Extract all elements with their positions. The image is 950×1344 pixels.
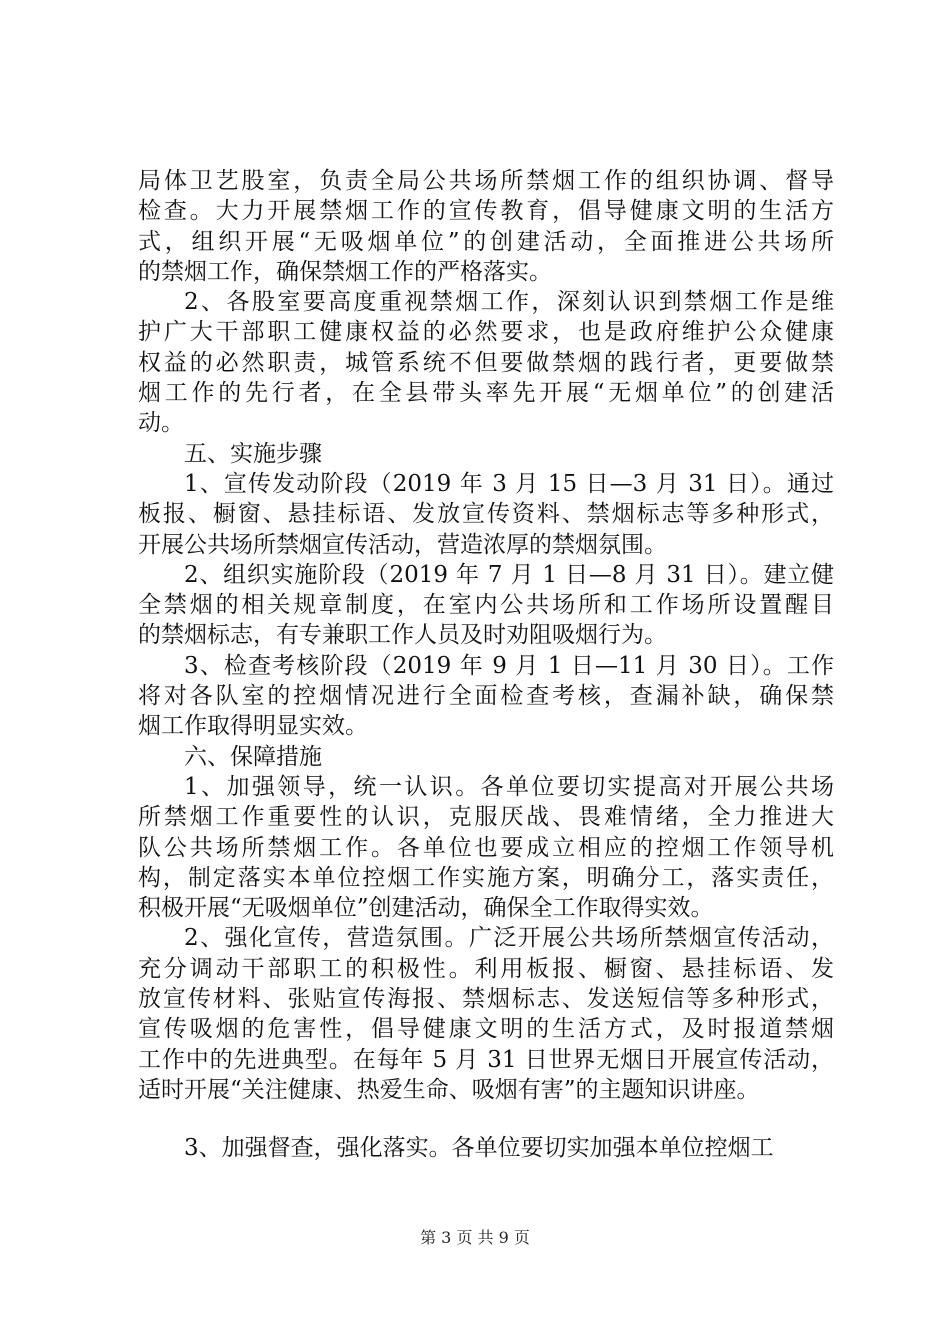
text-line: 开展公共场所禁烟宣传活动，营造浓厚的禁烟氛围。 xyxy=(138,531,667,558)
text-line: 1、宣传发动阶段（2019 年 3 月 15 日—3 月 31 日）。通过 xyxy=(184,470,834,497)
text-line: 1、加强领导，统一认识。各单位要切实提高对开展公共场 xyxy=(184,773,834,800)
text-line: 3、加强督查，强化落实。各单位要切实加强本单位控烟工 xyxy=(184,1135,774,1162)
text-line: 放宣传材料、张贴宣传海报、禁烟标志、发送短信等多种形式， xyxy=(138,986,834,1013)
text-line: 六、保障措施 xyxy=(184,743,322,770)
text-line: 将对各队室的控烟情况进行全面检查考核，查漏补缺，确保禁 xyxy=(138,683,834,710)
text-line: 式，组织开展“无吸烟单位”的创建活动，全面推进公共场所 xyxy=(138,228,834,255)
text-line: 全禁烟的相关规章制度，在室内公共场所和工作场所设置醒目 xyxy=(138,592,834,619)
text-line: 烟工作取得明显实效。 xyxy=(138,713,368,740)
text-line: 适时开展“关注健康、热爱生命、吸烟有害”的主题知识讲座。 xyxy=(138,1076,760,1103)
text-line: 构，制定落实本单位控烟工作实施方案，明确分工，落实责任， xyxy=(138,864,834,891)
text-line: 局体卫艺股室，负责全局公共场所禁烟工作的组织协调、督导 xyxy=(138,168,834,194)
text-line: 2、强化宣传，营造氛围。广泛开展公共场所禁烟宣传活动， xyxy=(184,925,834,952)
text-line: 五、实施步骤 xyxy=(184,440,322,467)
document-body xyxy=(138,166,834,1164)
text-line: 队公共场所禁烟工作。各单位也要成立相应的控烟工作领导机 xyxy=(138,834,834,861)
text-line: 烟工作的先行者，在全县带头率先开展“无烟单位”的创建活 xyxy=(138,380,834,407)
text-line: 护广大干部职工健康权益的必然要求，也是政府维护公众健康 xyxy=(138,319,834,346)
text-line: 检查。大力开展禁烟工作的宣传教育，倡导健康文明的生活方 xyxy=(138,198,834,225)
page-footer: 第 3 页 共 9 页 xyxy=(420,1228,530,1247)
text-line: 权益的必然职责，城管系统不但要做禁烟的践行者，更要做禁 xyxy=(138,349,834,376)
text-line: 的禁烟工作，确保禁烟工作的严格落实。 xyxy=(138,258,552,285)
text-line: 2、各股室要高度重视禁烟工作，深刻认识到禁烟工作是维 xyxy=(184,289,834,316)
text-line: 动。 xyxy=(138,410,184,437)
text-line: 积极开展“无吸烟单位”创建活动，确保全工作取得实效。 xyxy=(138,895,714,922)
text-line: 板报、橱窗、悬挂标语、发放宣传资料、禁烟标志等多种形式， xyxy=(138,501,834,528)
text-line: 3、检查考核阶段（2019 年 9 月 1 日—11 月 30 日）。工作 xyxy=(184,652,834,679)
text-line: 工作中的先进典型。在每年 5 月 31 日世界无烟日开展宣传活动， xyxy=(138,1046,834,1073)
text-line: 宣传吸烟的危害性，倡导健康文明的生活方式，及时报道禁烟 xyxy=(138,1016,834,1043)
text-line: 的禁烟标志，有专兼职工作人员及时劝阻吸烟行为。 xyxy=(138,622,667,649)
text-line: 所禁烟工作重要性的认识，克服厌战、畏难情绪，全力推进大 xyxy=(138,804,834,831)
text-line: 2、组织实施阶段（2019 年 7 月 1 日—8 月 31 日）。建立健 xyxy=(184,561,834,588)
text-line: 充分调动干部职工的积极性。利用板报、橱窗、悬挂标语、发 xyxy=(138,955,834,982)
